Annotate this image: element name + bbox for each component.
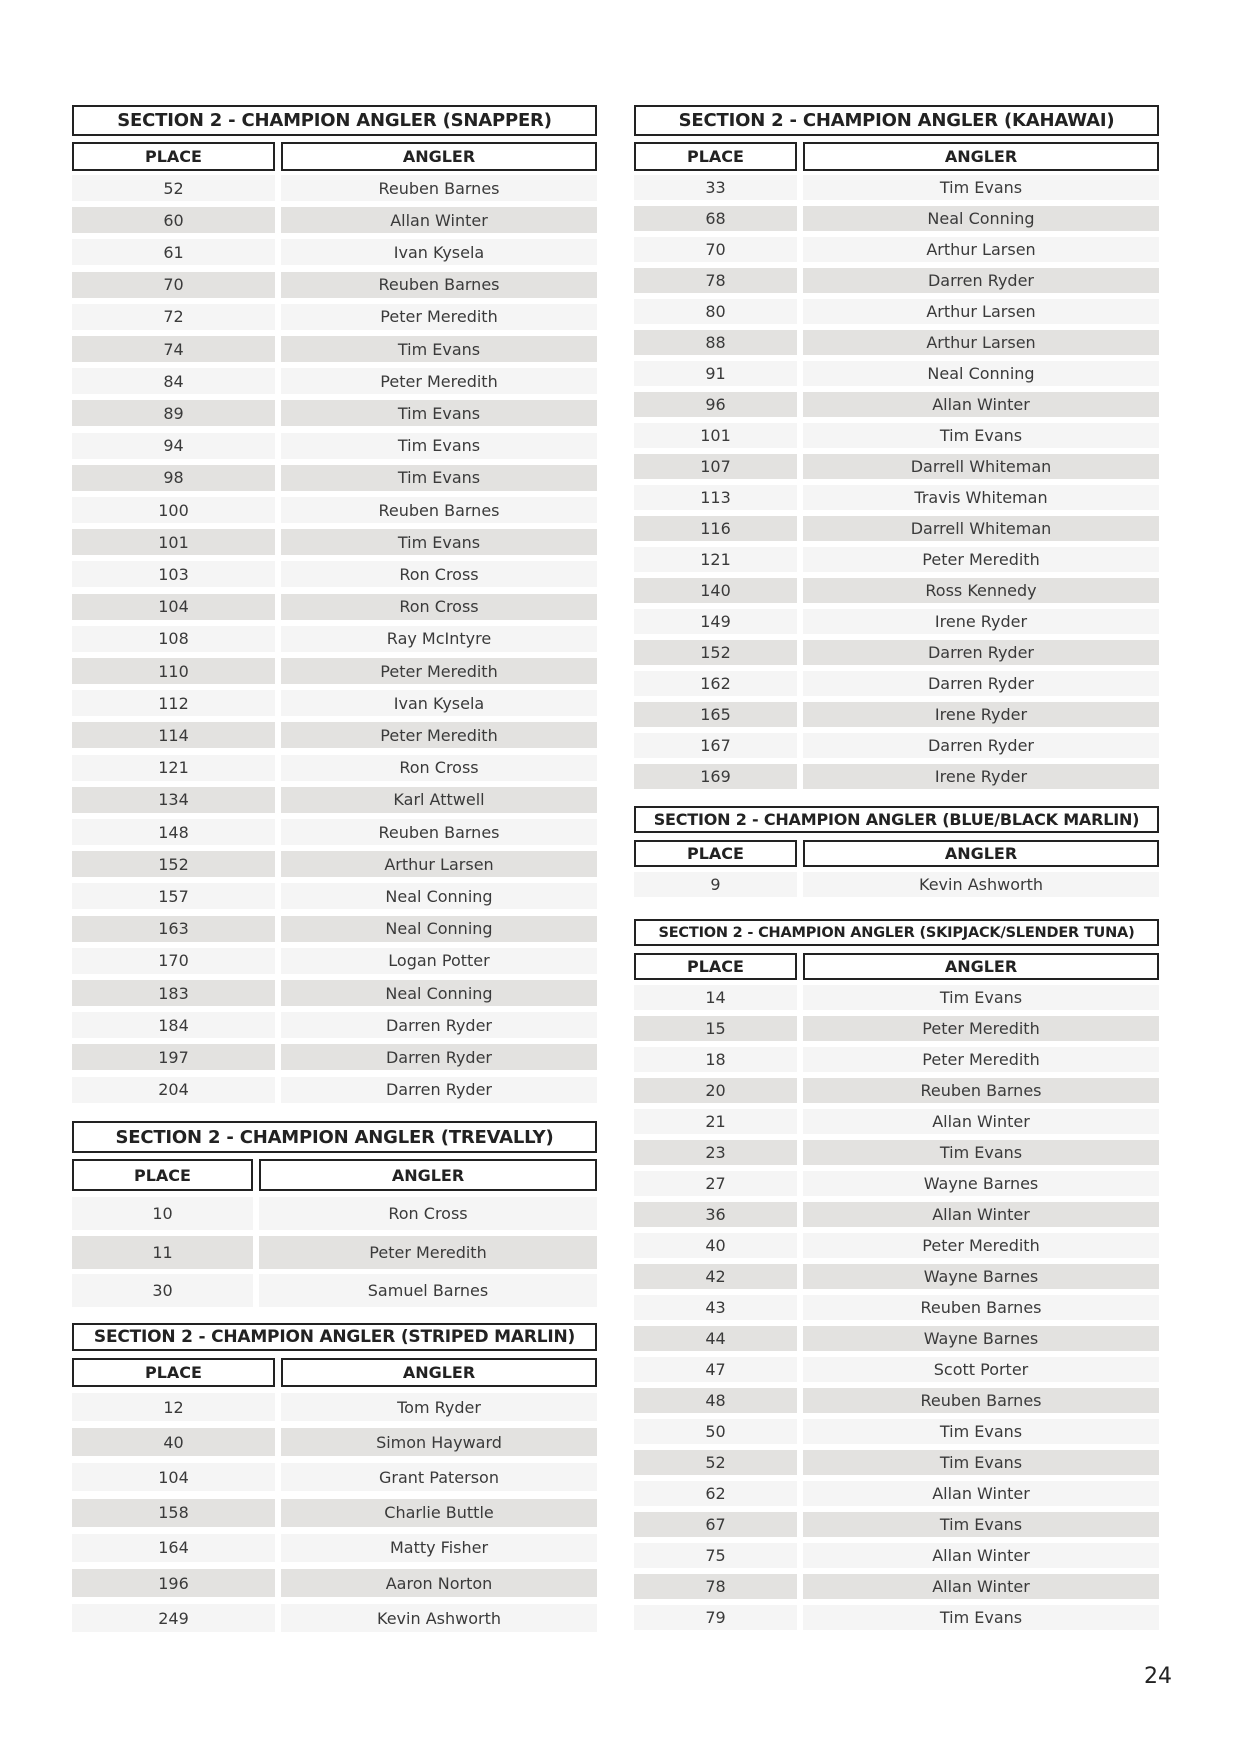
place-cell: 163 <box>72 916 275 942</box>
angler-cell: Peter Meredith <box>281 658 597 684</box>
table-row <box>634 1419 1159 1444</box>
angler-cell: Allan Winter <box>803 1202 1159 1227</box>
table-row <box>634 1078 1159 1103</box>
table-row <box>634 1295 1159 1320</box>
place-cell: 60 <box>72 207 275 233</box>
table-row <box>72 1044 597 1070</box>
table-row <box>634 1047 1159 1072</box>
place-cell: 75 <box>634 1543 797 1568</box>
angler-cell: Travis Whiteman <box>803 485 1159 510</box>
angler-cell: Arthur Larsen <box>803 330 1159 355</box>
table-row <box>634 392 1159 417</box>
table-title: SECTION 2 - CHAMPION ANGLER (SNAPPER) <box>72 105 597 136</box>
angler-cell: Simon Hayward <box>281 1428 597 1456</box>
place-cell: 88 <box>634 330 797 355</box>
angler-cell: Neal Conning <box>803 361 1159 386</box>
table-title: SECTION 2 - CHAMPION ANGLER (KAHAWAI) <box>634 105 1159 136</box>
table-row <box>634 1481 1159 1506</box>
table-row <box>72 1604 597 1632</box>
place-cell: 70 <box>634 237 797 262</box>
table-row <box>72 207 597 233</box>
place-cell: 30 <box>72 1274 253 1307</box>
angler-cell: Peter Meredith <box>259 1236 597 1269</box>
place-cell: 67 <box>634 1512 797 1537</box>
angler-cell: Scott Porter <box>803 1357 1159 1382</box>
place-cell: 107 <box>634 454 797 479</box>
angler-header: ANGLER <box>803 142 1159 171</box>
angler-cell: Tim Evans <box>281 400 597 426</box>
table-title: SECTION 2 - CHAMPION ANGLER (SKIPJACK/SLENDER TUNA) <box>634 919 1159 946</box>
table-row <box>72 1236 597 1269</box>
place-cell: 101 <box>634 423 797 448</box>
angler-cell: Grant Paterson <box>281 1463 597 1491</box>
angler-cell: Reuben Barnes <box>803 1078 1159 1103</box>
table-row <box>634 1326 1159 1351</box>
angler-cell: Irene Ryder <box>803 764 1159 789</box>
table-row <box>634 733 1159 758</box>
place-cell: 121 <box>634 547 797 572</box>
angler-header: ANGLER <box>803 840 1159 867</box>
angler-cell: Tim Evans <box>281 336 597 362</box>
angler-cell: Samuel Barnes <box>259 1274 597 1307</box>
table-title: SECTION 2 - CHAMPION ANGLER (STRIPED MARLIN) <box>72 1323 597 1351</box>
angler-cell: Darren Ryder <box>281 1012 597 1038</box>
place-cell: 196 <box>72 1569 275 1597</box>
angler-cell: Charlie Buttle <box>281 1499 597 1527</box>
place-cell: 98 <box>72 465 275 491</box>
table-row <box>72 497 597 523</box>
angler-cell: Reuben Barnes <box>281 175 597 201</box>
angler-cell: Irene Ryder <box>803 702 1159 727</box>
table-row <box>634 1171 1159 1196</box>
angler-cell: Kevin Ashworth <box>803 872 1159 897</box>
place-cell: 148 <box>72 819 275 845</box>
place-cell: 100 <box>72 497 275 523</box>
table-row <box>634 423 1159 448</box>
table-row <box>72 755 597 781</box>
table-row <box>634 547 1159 572</box>
table-row <box>72 272 597 298</box>
angler-cell: Neal Conning <box>281 883 597 909</box>
angler-cell: Allan Winter <box>281 207 597 233</box>
place-header: PLACE <box>72 142 275 171</box>
place-cell: 249 <box>72 1604 275 1632</box>
table-row <box>634 1450 1159 1475</box>
place-cell: 103 <box>72 561 275 587</box>
place-cell: 183 <box>72 980 275 1006</box>
place-header: PLACE <box>634 953 797 980</box>
table-row <box>72 1499 597 1527</box>
table-row <box>72 1197 597 1230</box>
angler-cell: Tim Evans <box>803 1419 1159 1444</box>
place-cell: 167 <box>634 733 797 758</box>
table-row <box>634 330 1159 355</box>
place-cell: 157 <box>72 883 275 909</box>
place-cell: 104 <box>72 594 275 620</box>
place-cell: 116 <box>634 516 797 541</box>
table-row <box>72 787 597 813</box>
angler-cell: Darren Ryder <box>803 268 1159 293</box>
angler-cell: Darrell Whiteman <box>803 454 1159 479</box>
table-row <box>634 485 1159 510</box>
table-row <box>634 454 1159 479</box>
table-row <box>72 1569 597 1597</box>
place-header: PLACE <box>72 1358 275 1387</box>
angler-cell: Wayne Barnes <box>803 1264 1159 1289</box>
table-row <box>72 626 597 652</box>
place-cell: 10 <box>72 1197 253 1230</box>
table-row <box>634 1574 1159 1599</box>
angler-cell: Arthur Larsen <box>803 299 1159 324</box>
place-cell: 158 <box>72 1499 275 1527</box>
table-row <box>72 948 597 974</box>
angler-cell: Darren Ryder <box>281 1044 597 1070</box>
table-row <box>72 1077 597 1103</box>
table-row <box>72 722 597 748</box>
angler-cell: Matty Fisher <box>281 1534 597 1562</box>
angler-cell: Tim Evans <box>803 1140 1159 1165</box>
angler-cell: Darren Ryder <box>803 733 1159 758</box>
place-cell: 48 <box>634 1388 797 1413</box>
angler-cell: Allan Winter <box>803 1109 1159 1134</box>
table-row <box>634 1202 1159 1227</box>
angler-cell: Arthur Larsen <box>281 851 597 877</box>
angler-cell: Darren Ryder <box>281 1077 597 1103</box>
place-cell: 72 <box>72 304 275 330</box>
place-cell: 80 <box>634 299 797 324</box>
table-row <box>634 671 1159 696</box>
place-cell: 68 <box>634 206 797 231</box>
place-cell: 134 <box>72 787 275 813</box>
angler-cell: Ron Cross <box>281 561 597 587</box>
table-row <box>72 368 597 394</box>
table-row <box>634 516 1159 541</box>
place-cell: 52 <box>72 175 275 201</box>
angler-cell: Allan Winter <box>803 392 1159 417</box>
place-cell: 140 <box>634 578 797 603</box>
angler-cell: Tim Evans <box>803 985 1159 1010</box>
angler-cell: Reuben Barnes <box>803 1388 1159 1413</box>
angler-cell: Allan Winter <box>803 1543 1159 1568</box>
place-cell: 9 <box>634 872 797 897</box>
table-row <box>634 1233 1159 1258</box>
place-cell: 104 <box>72 1463 275 1491</box>
angler-cell: Aaron Norton <box>281 1569 597 1597</box>
angler-header: ANGLER <box>281 1358 597 1387</box>
place-header: PLACE <box>634 142 797 171</box>
place-cell: 79 <box>634 1605 797 1630</box>
table-row <box>634 764 1159 789</box>
place-cell: 27 <box>634 1171 797 1196</box>
place-cell: 152 <box>634 640 797 665</box>
angler-cell: Darren Ryder <box>803 671 1159 696</box>
angler-cell: Reuben Barnes <box>803 1295 1159 1320</box>
angler-cell: Darren Ryder <box>803 640 1159 665</box>
angler-cell: Tim Evans <box>803 423 1159 448</box>
angler-cell: Allan Winter <box>803 1481 1159 1506</box>
angler-cell: Karl Attwell <box>281 787 597 813</box>
angler-cell: Allan Winter <box>803 1574 1159 1599</box>
angler-cell: Ross Kennedy <box>803 578 1159 603</box>
angler-cell: Neal Conning <box>803 206 1159 231</box>
place-cell: 11 <box>72 1236 253 1269</box>
place-cell: 40 <box>72 1428 275 1456</box>
angler-cell: Ron Cross <box>281 594 597 620</box>
place-cell: 18 <box>634 1047 797 1072</box>
table-row <box>634 237 1159 262</box>
place-cell: 15 <box>634 1016 797 1041</box>
table-row <box>72 529 597 555</box>
table-row <box>634 175 1159 200</box>
table-row <box>72 1393 597 1421</box>
place-cell: 70 <box>72 272 275 298</box>
place-cell: 108 <box>72 626 275 652</box>
place-cell: 43 <box>634 1295 797 1320</box>
angler-cell: Irene Ryder <box>803 609 1159 634</box>
place-cell: 162 <box>634 671 797 696</box>
angler-cell: Tim Evans <box>281 433 597 459</box>
angler-cell: Darrell Whiteman <box>803 516 1159 541</box>
place-cell: 36 <box>634 1202 797 1227</box>
angler-cell: Kevin Ashworth <box>281 1604 597 1632</box>
table-row <box>72 851 597 877</box>
table-row <box>72 465 597 491</box>
table-title: SECTION 2 - CHAMPION ANGLER (TREVALLY) <box>72 1121 597 1153</box>
place-cell: 94 <box>72 433 275 459</box>
angler-cell: Peter Meredith <box>281 722 597 748</box>
table-row <box>634 299 1159 324</box>
table-row <box>634 1512 1159 1537</box>
table-row <box>72 336 597 362</box>
angler-cell: Logan Potter <box>281 948 597 974</box>
place-cell: 110 <box>72 658 275 684</box>
angler-cell: Tom Ryder <box>281 1393 597 1421</box>
table-row <box>634 361 1159 386</box>
angler-cell: Arthur Larsen <box>803 237 1159 262</box>
table-title: SECTION 2 - CHAMPION ANGLER (BLUE/BLACK MARLIN) <box>634 806 1159 833</box>
angler-cell: Tim Evans <box>803 1450 1159 1475</box>
angler-cell: Neal Conning <box>281 916 597 942</box>
angler-cell: Tim Evans <box>281 529 597 555</box>
table-row <box>634 1388 1159 1413</box>
angler-cell: Neal Conning <box>281 980 597 1006</box>
table-row <box>72 690 597 716</box>
angler-cell: Tim Evans <box>803 175 1159 200</box>
table-row <box>72 1428 597 1456</box>
angler-cell: Wayne Barnes <box>803 1171 1159 1196</box>
angler-cell: Ron Cross <box>281 755 597 781</box>
table-row <box>72 658 597 684</box>
angler-cell: Tim Evans <box>803 1512 1159 1537</box>
place-cell: 96 <box>634 392 797 417</box>
angler-cell: Peter Meredith <box>803 1233 1159 1258</box>
place-cell: 113 <box>634 485 797 510</box>
place-cell: 78 <box>634 1574 797 1599</box>
angler-cell: Ray McIntyre <box>281 626 597 652</box>
angler-cell: Ivan Kysela <box>281 239 597 265</box>
table-row <box>72 980 597 1006</box>
place-cell: 112 <box>72 690 275 716</box>
angler-cell: Peter Meredith <box>803 1016 1159 1041</box>
place-cell: 42 <box>634 1264 797 1289</box>
table-row <box>634 1109 1159 1134</box>
table-row <box>72 239 597 265</box>
place-cell: 23 <box>634 1140 797 1165</box>
angler-cell: Reuben Barnes <box>281 272 597 298</box>
place-cell: 184 <box>72 1012 275 1038</box>
angler-header: ANGLER <box>281 142 597 171</box>
place-cell: 74 <box>72 336 275 362</box>
angler-cell: Peter Meredith <box>281 304 597 330</box>
place-cell: 47 <box>634 1357 797 1382</box>
table-row <box>634 578 1159 603</box>
table-row <box>634 640 1159 665</box>
place-cell: 50 <box>634 1419 797 1444</box>
place-cell: 21 <box>634 1109 797 1134</box>
table-row <box>634 872 1159 897</box>
page-number: 24 <box>1144 1664 1172 1689</box>
place-cell: 40 <box>634 1233 797 1258</box>
place-cell: 165 <box>634 702 797 727</box>
table-row <box>72 1274 597 1307</box>
table-row <box>634 702 1159 727</box>
table-row <box>634 985 1159 1010</box>
place-header: PLACE <box>72 1159 253 1191</box>
table-row <box>72 916 597 942</box>
place-cell: 62 <box>634 1481 797 1506</box>
place-cell: 101 <box>72 529 275 555</box>
place-cell: 91 <box>634 361 797 386</box>
table-row <box>72 1463 597 1491</box>
angler-cell: Wayne Barnes <box>803 1326 1159 1351</box>
place-cell: 197 <box>72 1044 275 1070</box>
table-row <box>634 1357 1159 1382</box>
place-cell: 84 <box>72 368 275 394</box>
table-row <box>72 883 597 909</box>
place-cell: 204 <box>72 1077 275 1103</box>
place-cell: 121 <box>72 755 275 781</box>
place-cell: 164 <box>72 1534 275 1562</box>
angler-header: ANGLER <box>259 1159 597 1191</box>
table-row <box>634 206 1159 231</box>
table-row <box>634 1140 1159 1165</box>
table-row <box>634 1605 1159 1630</box>
place-cell: 61 <box>72 239 275 265</box>
table-row <box>634 1264 1159 1289</box>
place-cell: 114 <box>72 722 275 748</box>
table-row <box>72 304 597 330</box>
angler-cell: Reuben Barnes <box>281 819 597 845</box>
place-cell: 52 <box>634 1450 797 1475</box>
table-row <box>72 175 597 201</box>
angler-cell: Ivan Kysela <box>281 690 597 716</box>
angler-cell: Peter Meredith <box>803 547 1159 572</box>
angler-cell: Ron Cross <box>259 1197 597 1230</box>
place-cell: 14 <box>634 985 797 1010</box>
table-row <box>634 609 1159 634</box>
place-cell: 78 <box>634 268 797 293</box>
angler-cell: Tim Evans <box>803 1605 1159 1630</box>
place-cell: 152 <box>72 851 275 877</box>
angler-cell: Peter Meredith <box>281 368 597 394</box>
table-row <box>72 1012 597 1038</box>
place-cell: 89 <box>72 400 275 426</box>
place-cell: 20 <box>634 1078 797 1103</box>
table-row <box>72 1534 597 1562</box>
table-row <box>634 1543 1159 1568</box>
table-row <box>634 1016 1159 1041</box>
table-row <box>72 433 597 459</box>
place-cell: 169 <box>634 764 797 789</box>
table-row <box>634 268 1159 293</box>
place-cell: 170 <box>72 948 275 974</box>
table-row <box>72 819 597 845</box>
table-row <box>72 400 597 426</box>
angler-cell: Peter Meredith <box>803 1047 1159 1072</box>
place-cell: 149 <box>634 609 797 634</box>
angler-cell: Reuben Barnes <box>281 497 597 523</box>
angler-cell: Tim Evans <box>281 465 597 491</box>
angler-header: ANGLER <box>803 953 1159 980</box>
place-cell: 33 <box>634 175 797 200</box>
table-row <box>72 594 597 620</box>
place-cell: 12 <box>72 1393 275 1421</box>
table-row <box>72 561 597 587</box>
place-header: PLACE <box>634 840 797 867</box>
place-cell: 44 <box>634 1326 797 1351</box>
